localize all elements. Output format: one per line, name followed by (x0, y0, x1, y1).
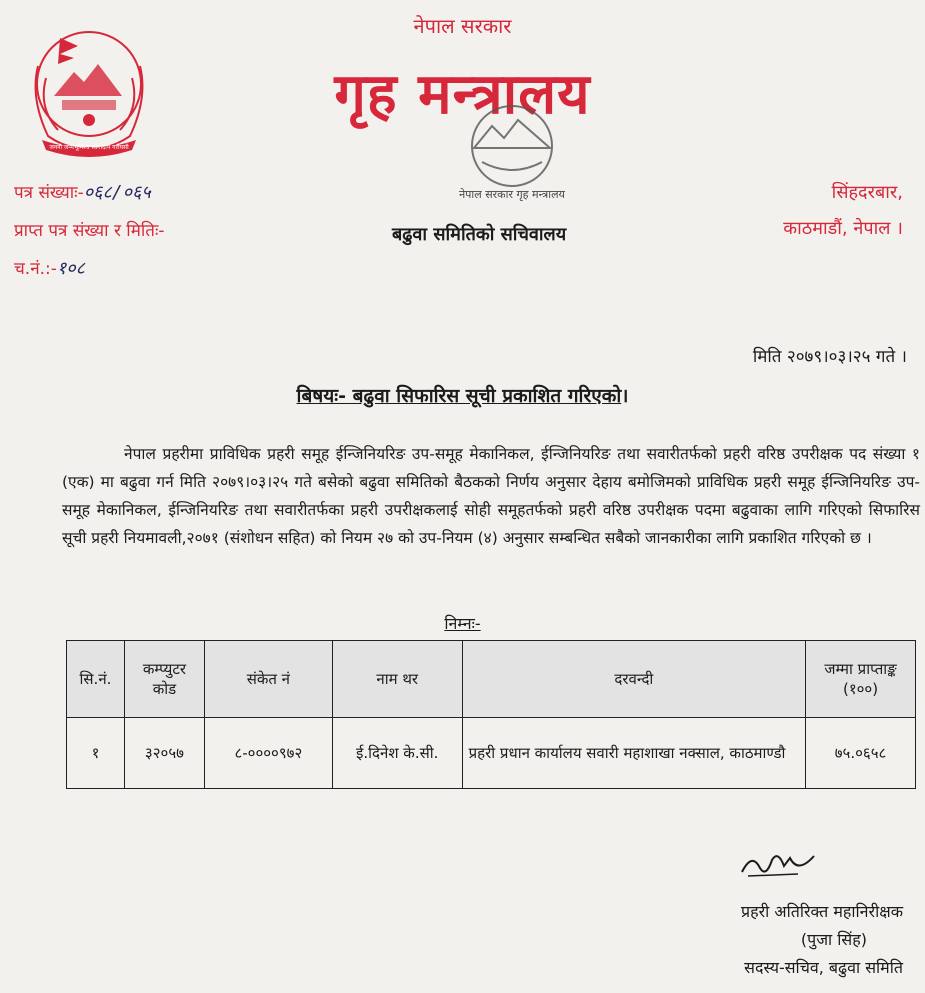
stamp-text: नेपाल सरकार गृह मन्त्रालय (459, 188, 565, 201)
cell-total-score: ७५.०६५८ (806, 718, 916, 789)
signatory-role: सदस्य-सचिव, बढुवा समिति (744, 958, 903, 977)
government-name: नेपाल सरकार (413, 14, 512, 38)
cell-position: प्रहरी प्रधान कार्यालय सवारी महाशाखा नक्साल, काठमाण्डौ (462, 718, 805, 789)
cell-name: ई.दिनेश के.सी. (332, 718, 462, 789)
header-position: दरवन्दी (462, 641, 805, 718)
list-heading: निम्नः- (444, 614, 481, 633)
letter-date: मिति २०७९।०३।२५ गते । (752, 347, 907, 367)
cell-serial: १ (67, 718, 125, 789)
cell-symbol-no: ८-००००९७२ (204, 718, 332, 789)
cell-computer-code: ३२०५७ (124, 718, 204, 789)
body-paragraph: नेपाल प्रहरीमा प्राविधिक प्रहरी समूह ईन्जिनियरिङ उप-समूह मेकानिकल, ईन्जिनियरिङ तथा सवारीतर्फको प्रहरी वरिष्ठ उपरीक्षक पद संख्या १ (एक) मा बढुवा गर्न मिति २०७९।०३।२५ गते बसेको बढुवा समितिको बैठकको निर्णय अनुसार देहाय बमोजिमको प्राविधिक प्रहरी समूह ईन्जिनियरिङ उप-समूह मेकानिकल, ईन्जिनियरिङ तथा सवारीतर्फका प्रहरी उपरीक्षकलाई सोही समूहतर्फको प्रहरी वरिष्ठ उपरीक्षक पदमा बढुवाका लागि गरिएको सिफारिस सूची प्रहरी नियमावली,२०७१ (संशोधन सहित) को नियम २७ को उप-नियम (४) अनुसार सम्बन्धित सबैको जानकारीका लागि प्रकाशित गरिएको छ । (62, 445, 920, 547)
subject-line (0, 382, 925, 408)
ministry-title: गृह मन्त्रालय (334, 62, 591, 127)
signatory-name: (पुजा सिंह) (800, 930, 867, 949)
dispatch-number (14, 256, 85, 280)
secretariat-title: बढुवा समितिको सचिवालय (392, 224, 567, 245)
table-header-row (67, 641, 916, 718)
reference-label: पत्र संख्याः- (14, 183, 84, 203)
reference-value: ०६८/०६५ (83, 182, 151, 203)
dispatch-label: च.नं.:- (14, 259, 57, 279)
emblem-motto: जननी जन्मभूमिश्च स्वर्गादपि गरीयसी (49, 144, 129, 151)
signature-icon (738, 848, 818, 882)
ministry-stamp-icon (452, 98, 572, 218)
header-serial: सि.नं. (67, 641, 125, 718)
received-letter-label: प्राप्त पत्र संख्या र मितिः- (14, 221, 165, 241)
subject-end: । (621, 385, 629, 407)
subject-text: बिषयः- बढुवा सिफारिस सूची प्रकाशित गरिएको (296, 385, 622, 407)
header-symbol-no: संकेत नं (204, 641, 332, 718)
header-name: नाम थर (332, 641, 462, 718)
signatory-title: प्रहरी अतिरिक्त महानिरीक्षक (740, 902, 903, 921)
header-total-score: जम्मा प्राप्ताङ्क (१००) (806, 641, 916, 718)
dispatch-value: १०८ (56, 258, 85, 279)
table-row (67, 718, 916, 789)
address-line-1: सिंहदरबार, (831, 182, 903, 203)
header-computer-code: कम्प्युटर कोड (124, 641, 204, 718)
reference-number (14, 180, 151, 204)
recommendation-table (66, 640, 916, 789)
address-line-2: काठमाडौं, नेपाल । (783, 218, 903, 239)
